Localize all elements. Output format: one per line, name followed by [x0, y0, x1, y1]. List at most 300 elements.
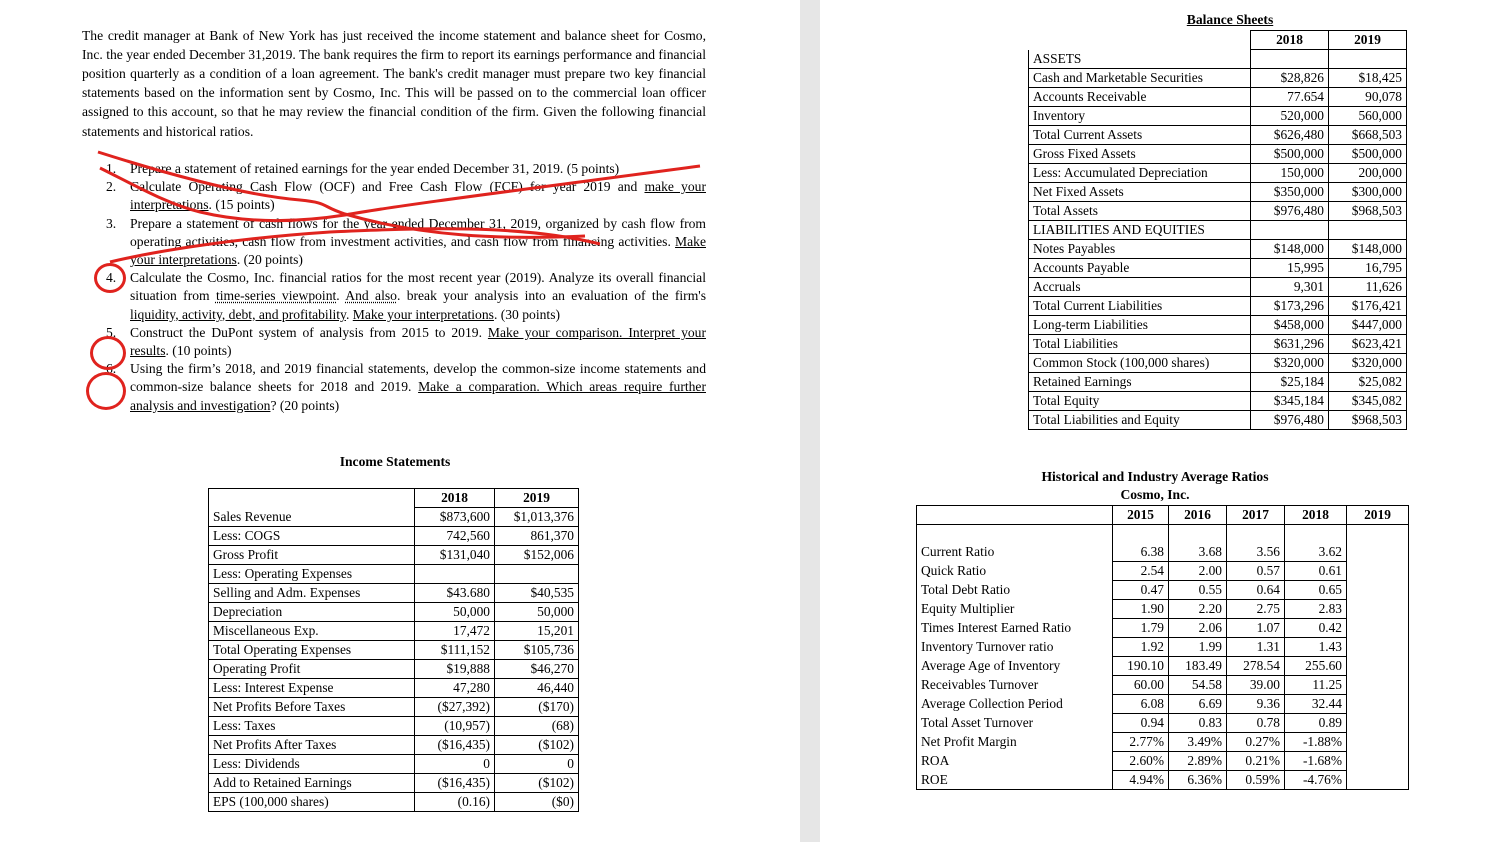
table-row: [209, 603, 579, 622]
row-value: $500,000: [1329, 145, 1407, 164]
row-value: 2.77%: [1113, 733, 1169, 752]
table-row: [1029, 297, 1407, 316]
row-label: ROA: [917, 752, 1113, 771]
row-value: 200,000: [1329, 164, 1407, 183]
header-blank: [917, 506, 1113, 525]
row-value: 46,440: [495, 679, 579, 698]
row-value: 0.27%: [1227, 733, 1285, 752]
row-value: 0.42: [1285, 619, 1347, 638]
row-value: 77.654: [1251, 88, 1329, 107]
row-label: Net Profits Before Taxes: [209, 698, 415, 717]
empty-2019: [1347, 657, 1409, 676]
task-text: Using the firm’s 2018, and 2019 financial statements, develop the common-size income statements and common-size balance sheets for 2018 and 2019.: [130, 361, 706, 395]
spacer-cell: [1169, 525, 1227, 544]
table-row: [1029, 278, 1407, 297]
spacer-cell: [917, 525, 1113, 544]
row-label: Total Current Assets: [1029, 126, 1251, 145]
row-label: Selling and Adm. Expenses: [209, 584, 415, 603]
row-value: 0: [415, 755, 495, 774]
row-value: 0.61: [1285, 562, 1347, 581]
row-value: 3.49%: [1169, 733, 1227, 752]
row-label: Net Fixed Assets: [1029, 183, 1251, 202]
table-row: [917, 714, 1409, 733]
row-label: Average Collection Period: [917, 695, 1113, 714]
empty-2019: [1347, 695, 1409, 714]
table-row: [209, 641, 579, 660]
table-row: [209, 584, 579, 603]
task-text: Calculate the Cosmo, Inc. financial ratios for the most recent year (2019). Analyze its overall financial situation from: [130, 270, 706, 304]
table-row: [1029, 50, 1407, 69]
row-value: [1251, 50, 1329, 69]
row-value: $46,270: [495, 660, 579, 679]
spacer-cell: [1227, 525, 1285, 544]
row-value: [1329, 50, 1407, 69]
spacer-cell: [1113, 525, 1169, 544]
row-value: 6.08: [1113, 695, 1169, 714]
table-row: [1029, 69, 1407, 88]
table-row: [917, 543, 1409, 562]
row-value: [495, 565, 579, 584]
row-value: 2.20: [1169, 600, 1227, 619]
row-value: ($170): [495, 698, 579, 717]
row-value: $18,425: [1329, 69, 1407, 88]
row-label: Total Debt Ratio: [917, 581, 1113, 600]
row-value: 90,078: [1329, 88, 1407, 107]
task-text: Calculate Operating Cash Flow (OCF) and Free Cash Flow (FCF) for year 2019 and: [130, 179, 645, 195]
row-value: 0.78: [1227, 714, 1285, 733]
row-value: 32.44: [1285, 695, 1347, 714]
row-value: [1329, 221, 1407, 240]
row-label: Total Operating Expenses: [209, 641, 415, 660]
year-header: 2015: [1113, 506, 1169, 525]
task-text: Make your interpretations: [352, 306, 494, 322]
row-value: 0.21%: [1227, 752, 1285, 771]
row-value: $976,480: [1251, 202, 1329, 221]
row-value: 190.10: [1113, 657, 1169, 676]
row-value: 3.62: [1285, 543, 1347, 562]
year-header: 2018: [1285, 506, 1347, 525]
task-text: make your interpretations: [130, 179, 706, 213]
row-label: LIABILITIES AND EQUITIES: [1029, 221, 1251, 240]
row-value: 9.36: [1227, 695, 1285, 714]
empty-2019: [1347, 714, 1409, 733]
row-value: $25,184: [1251, 373, 1329, 392]
row-value: -1.68%: [1285, 752, 1347, 771]
row-label: Operating Profit: [209, 660, 415, 679]
row-value: 0.59%: [1227, 771, 1285, 790]
row-label: Accounts Receivable: [1029, 88, 1251, 107]
year-header: 2017: [1227, 506, 1285, 525]
row-value: 2.83: [1285, 600, 1347, 619]
task-text: Make your interpretations: [130, 233, 706, 268]
row-value: $131,040: [415, 546, 495, 565]
row-value: 255.60: [1285, 657, 1347, 676]
spacer-row: [917, 525, 1409, 544]
table-row: [209, 736, 579, 755]
row-value: 0.83: [1169, 714, 1227, 733]
table-row: [209, 755, 579, 774]
circle-mark-6: [86, 372, 126, 410]
row-value: $968,503: [1329, 202, 1407, 221]
table-row: [209, 622, 579, 641]
balance-header-row: [1029, 31, 1407, 50]
row-label: Total Liabilities and Equity: [1029, 411, 1251, 430]
row-label: Inventory: [1029, 107, 1251, 126]
row-value: $43.680: [415, 584, 495, 603]
row-value: 0.57: [1227, 562, 1285, 581]
row-value: $1,013,376: [495, 508, 579, 527]
empty-2019: [1347, 771, 1409, 790]
empty-2019: [1347, 562, 1409, 581]
row-value: 15,201: [495, 622, 579, 641]
row-label: Gross Fixed Assets: [1029, 145, 1251, 164]
table-row: [209, 508, 579, 527]
row-label: Inventory Turnover ratio: [917, 638, 1113, 657]
table-row: [1029, 392, 1407, 411]
row-value: 1.79: [1113, 619, 1169, 638]
table-row: [209, 793, 579, 812]
row-value: $345,082: [1329, 392, 1407, 411]
table-row: [1029, 335, 1407, 354]
row-label: Total Assets: [1029, 202, 1251, 221]
row-value: 560,000: [1329, 107, 1407, 126]
row-value: $631,296: [1251, 335, 1329, 354]
row-value: 0.65: [1285, 581, 1347, 600]
table-row: [917, 600, 1409, 619]
row-value: $320,000: [1329, 354, 1407, 373]
row-value: ($102): [495, 774, 579, 793]
task-number: 5.: [106, 324, 117, 340]
row-label: Total Asset Turnover: [917, 714, 1113, 733]
year-header: 2019: [1347, 506, 1409, 525]
year-header: 2016: [1169, 506, 1227, 525]
row-value: $19,888: [415, 660, 495, 679]
row-label: Depreciation: [209, 603, 415, 622]
balance-sheet-title: Balance Sheets: [1186, 12, 1274, 27]
row-value: $148,000: [1251, 240, 1329, 259]
row-value: 183.49: [1169, 657, 1227, 676]
task-text: .: [345, 306, 353, 322]
year-header: 2019: [1329, 31, 1407, 50]
row-value: -1.88%: [1285, 733, 1347, 752]
row-value: ($27,392): [415, 698, 495, 717]
income-statement-table: [208, 488, 579, 812]
row-value: $447,000: [1329, 316, 1407, 335]
row-value: 6.69: [1169, 695, 1227, 714]
row-label: Sales Revenue: [209, 508, 415, 527]
row-value: 2.60%: [1113, 752, 1169, 771]
task-number: 4.: [106, 270, 117, 286]
task-text: . (15 points): [208, 197, 275, 213]
row-label: Common Stock (100,000 shares): [1029, 354, 1251, 373]
right-page: [820, 0, 1512, 842]
row-value: 1.99: [1169, 638, 1227, 657]
row-value: 17,472: [415, 622, 495, 641]
row-label: EPS (100,000 shares): [209, 793, 415, 812]
table-row: [917, 638, 1409, 657]
row-value: $320,000: [1251, 354, 1329, 373]
task-number: 2.: [106, 179, 117, 195]
task-text: .: [336, 288, 346, 304]
task-text: Make a comparation. Which areas require further analysis and investigation: [130, 379, 706, 413]
row-value: $111,152: [415, 641, 495, 660]
row-value: $28,826: [1251, 69, 1329, 88]
row-label: Accounts Payable: [1029, 259, 1251, 278]
row-label: Net Profit Margin: [917, 733, 1113, 752]
table-row: [917, 581, 1409, 600]
row-value: 4.94%: [1113, 771, 1169, 790]
row-label: ASSETS: [1029, 50, 1251, 69]
row-value: ($16,435): [415, 736, 495, 755]
row-value: 1.31: [1227, 638, 1285, 657]
table-row: [1029, 373, 1407, 392]
empty-2019: [1347, 733, 1409, 752]
row-label: Quick Ratio: [917, 562, 1113, 581]
row-value: $976,480: [1251, 411, 1329, 430]
row-value: (0.16): [415, 793, 495, 812]
circle-mark-4: [94, 263, 126, 293]
task-number: 6.: [106, 361, 117, 377]
task-number: 1.: [106, 161, 117, 176]
row-label: Less: Operating Expenses: [209, 565, 415, 584]
table-row: [1029, 126, 1407, 145]
table-row: [1029, 88, 1407, 107]
table-row: [1029, 202, 1407, 221]
table-row: [1029, 240, 1407, 259]
row-value: 3.68: [1169, 543, 1227, 562]
row-label: Less: Interest Expense: [209, 679, 415, 698]
row-value: 16,795: [1329, 259, 1407, 278]
balance-sheet-table: [1028, 30, 1407, 430]
row-label: Add to Retained Earnings: [209, 774, 415, 793]
row-label: ROE: [917, 771, 1113, 790]
row-label: Total Liabilities: [1029, 335, 1251, 354]
strike-stroke-1: [98, 152, 585, 237]
table-row: [209, 546, 579, 565]
task-text: Prepare a statement of retained earnings for the year ended December 31, 2019. (5 points): [130, 161, 620, 176]
table-row: [917, 562, 1409, 581]
row-value: 0.64: [1227, 581, 1285, 600]
row-value: [1251, 221, 1329, 240]
table-row: [917, 733, 1409, 752]
row-value: $968,503: [1329, 411, 1407, 430]
row-value: 1.43: [1285, 638, 1347, 657]
row-value: $25,082: [1329, 373, 1407, 392]
intro-paragraph: The credit manager at Bank of New York has just received the income statement and balance sheet for Cosmo, Inc. the year ended December 31,2019. The bank requires the firm to report its earnings performance and financial position quarterly as a condition of a loan agreement. The bank's credit manager must prepare two key financial statements based on the information sent by Cosmo, Inc. This will be passed on to the commercial loan officer assigned to this account, so that he may review the financial condition of the firm. Given the following financial statements and historical ratios.: [82, 27, 706, 139]
row-label: Long-term Liabilities: [1029, 316, 1251, 335]
circle-mark-5: [90, 336, 126, 370]
row-value: $173,296: [1251, 297, 1329, 316]
page-gutter: [800, 0, 820, 842]
row-value: 50,000: [415, 603, 495, 622]
table-row: [209, 660, 579, 679]
row-value: 278.54: [1227, 657, 1285, 676]
year-header: 2018: [1251, 31, 1329, 50]
table-row: [1029, 183, 1407, 202]
row-value: 1.92: [1113, 638, 1169, 657]
row-value: $626,480: [1251, 126, 1329, 145]
row-value: 2.75: [1227, 600, 1285, 619]
row-value: 15,995: [1251, 259, 1329, 278]
row-value: $873,600: [415, 508, 495, 527]
row-label: Current Ratio: [917, 543, 1113, 562]
row-label: Total Equity: [1029, 392, 1251, 411]
row-value: $350,000: [1251, 183, 1329, 202]
row-value: ($102): [495, 736, 579, 755]
table-row: [209, 774, 579, 793]
row-label: Less: COGS: [209, 527, 415, 546]
row-value: -4.76%: [1285, 771, 1347, 790]
row-value: 9,301: [1251, 278, 1329, 297]
row-value: 0.89: [1285, 714, 1347, 733]
table-row: [917, 619, 1409, 638]
row-value: $458,000: [1251, 316, 1329, 335]
row-value: ($0): [495, 793, 579, 812]
task-text: time-series viewpoint: [215, 288, 337, 304]
row-label: Miscellaneous Exp.: [209, 622, 415, 641]
year-header: 2018: [415, 489, 495, 508]
task-text: And also: [345, 288, 397, 304]
empty-2019: [1347, 752, 1409, 771]
table-row: [209, 679, 579, 698]
task-text: ? (20 points): [270, 397, 340, 413]
table-row: [209, 698, 579, 717]
row-value: $176,421: [1329, 297, 1407, 316]
row-value: $152,006: [495, 546, 579, 565]
row-value: [415, 565, 495, 584]
strike-stroke-3: [110, 229, 600, 262]
spacer-cell: [1347, 525, 1409, 544]
row-value: 0: [495, 755, 579, 774]
row-value: 1.90: [1113, 600, 1169, 619]
table-row: [1029, 354, 1407, 373]
row-value: 742,560: [415, 527, 495, 546]
table-row: [209, 565, 579, 584]
row-label: Receivables Turnover: [917, 676, 1113, 695]
empty-2019: [1347, 619, 1409, 638]
row-value: 2.06: [1169, 619, 1227, 638]
empty-2019: [1347, 600, 1409, 619]
task-text: Make your comparison. Interpret your results: [130, 324, 706, 359]
header-blank: [1029, 31, 1251, 50]
task-text: . (20 points): [236, 252, 303, 268]
table-row: [209, 527, 579, 546]
row-value: 0.47: [1113, 581, 1169, 600]
row-label: Equity Multiplier: [917, 600, 1113, 619]
row-value: $40,535: [495, 584, 579, 603]
table-row: [917, 657, 1409, 676]
row-value: ($16,435): [415, 774, 495, 793]
task-text: Construct the DuPont system of analysis from 2015 to 2019.: [130, 324, 488, 340]
row-value: $345,184: [1251, 392, 1329, 411]
income-statement-title: Income Statements: [339, 454, 451, 469]
row-value: 47,280: [415, 679, 495, 698]
row-label: Accruals: [1029, 278, 1251, 297]
row-value: $668,503: [1329, 126, 1407, 145]
table-row: [1029, 164, 1407, 183]
row-label: Cash and Marketable Securities: [1029, 69, 1251, 88]
empty-2019: [1347, 676, 1409, 695]
table-row: [917, 695, 1409, 714]
row-value: 6.36%: [1169, 771, 1227, 790]
table-row: [917, 676, 1409, 695]
row-value: 6.38: [1113, 543, 1169, 562]
table-row: [917, 752, 1409, 771]
row-value: 520,000: [1251, 107, 1329, 126]
table-row: [1029, 316, 1407, 335]
table-row: [1029, 411, 1407, 430]
table-row: [1029, 145, 1407, 164]
row-value: $300,000: [1329, 183, 1407, 202]
ratios-subtitle: Cosmo, Inc.: [1120, 487, 1190, 502]
task-number: 3.: [106, 215, 117, 231]
row-value: 11,626: [1329, 278, 1407, 297]
task-text: Prepare a statement of cash flows for the year ended December 31, 2019, organized by cash flow from operating activities, cash flow from investment activities, and cash flow from financing activities.: [130, 215, 706, 249]
row-value: $105,736: [495, 641, 579, 660]
row-value: 1.07: [1227, 619, 1285, 638]
row-value: $500,000: [1251, 145, 1329, 164]
row-label: Gross Profit: [209, 546, 415, 565]
row-label: Less: Accumulated Depreciation: [1029, 164, 1251, 183]
strike-stroke-2: [100, 166, 700, 221]
row-label: Retained Earnings: [1029, 373, 1251, 392]
row-label: Less: Taxes: [209, 717, 415, 736]
empty-2019: [1347, 543, 1409, 562]
table-row: [1029, 259, 1407, 278]
row-value: 150,000: [1251, 164, 1329, 183]
row-value: 3.56: [1227, 543, 1285, 562]
row-value: 50,000: [495, 603, 579, 622]
empty-2019: [1347, 581, 1409, 600]
row-value: 60.00: [1113, 676, 1169, 695]
row-label: Times Interest Earned Ratio: [917, 619, 1113, 638]
spacer-cell: [1285, 525, 1347, 544]
task-text: liquidity, activity, debt, and profitability: [130, 306, 346, 322]
task-text: . (30 points): [493, 306, 561, 322]
table-row: [209, 717, 579, 736]
ratios-table: [916, 505, 1409, 790]
task-text: . (10 points): [165, 343, 232, 359]
row-value: 11.25: [1285, 676, 1347, 695]
row-label: Less: Dividends: [209, 755, 415, 774]
header-blank: [209, 489, 415, 508]
row-label: Net Profits After Taxes: [209, 736, 415, 755]
row-value: 2.89%: [1169, 752, 1227, 771]
row-label: Average Age of Inventory: [917, 657, 1113, 676]
table-row: [1029, 221, 1407, 240]
ratios-title: Historical and Industry Average Ratios: [1041, 469, 1269, 484]
row-value: (10,957): [415, 717, 495, 736]
row-value: 2.54: [1113, 562, 1169, 581]
row-value: 861,370: [495, 527, 579, 546]
row-value: $623,421: [1329, 335, 1407, 354]
row-value: $148,000: [1329, 240, 1407, 259]
row-value: 2.00: [1169, 562, 1227, 581]
year-header: 2019: [495, 489, 579, 508]
row-value: 39.00: [1227, 676, 1285, 695]
ratios-header-row: [917, 506, 1409, 525]
row-label: Notes Payables: [1029, 240, 1251, 259]
income-header-row: [209, 489, 579, 508]
table-row: [1029, 107, 1407, 126]
task-text: . break your analysis into an evaluation of the firm's: [396, 288, 707, 304]
row-label: Total Current Liabilities: [1029, 297, 1251, 316]
table-row: [917, 771, 1409, 790]
row-value: 54.58: [1169, 676, 1227, 695]
empty-2019: [1347, 638, 1409, 657]
row-value: (68): [495, 717, 579, 736]
row-value: 0.94: [1113, 714, 1169, 733]
